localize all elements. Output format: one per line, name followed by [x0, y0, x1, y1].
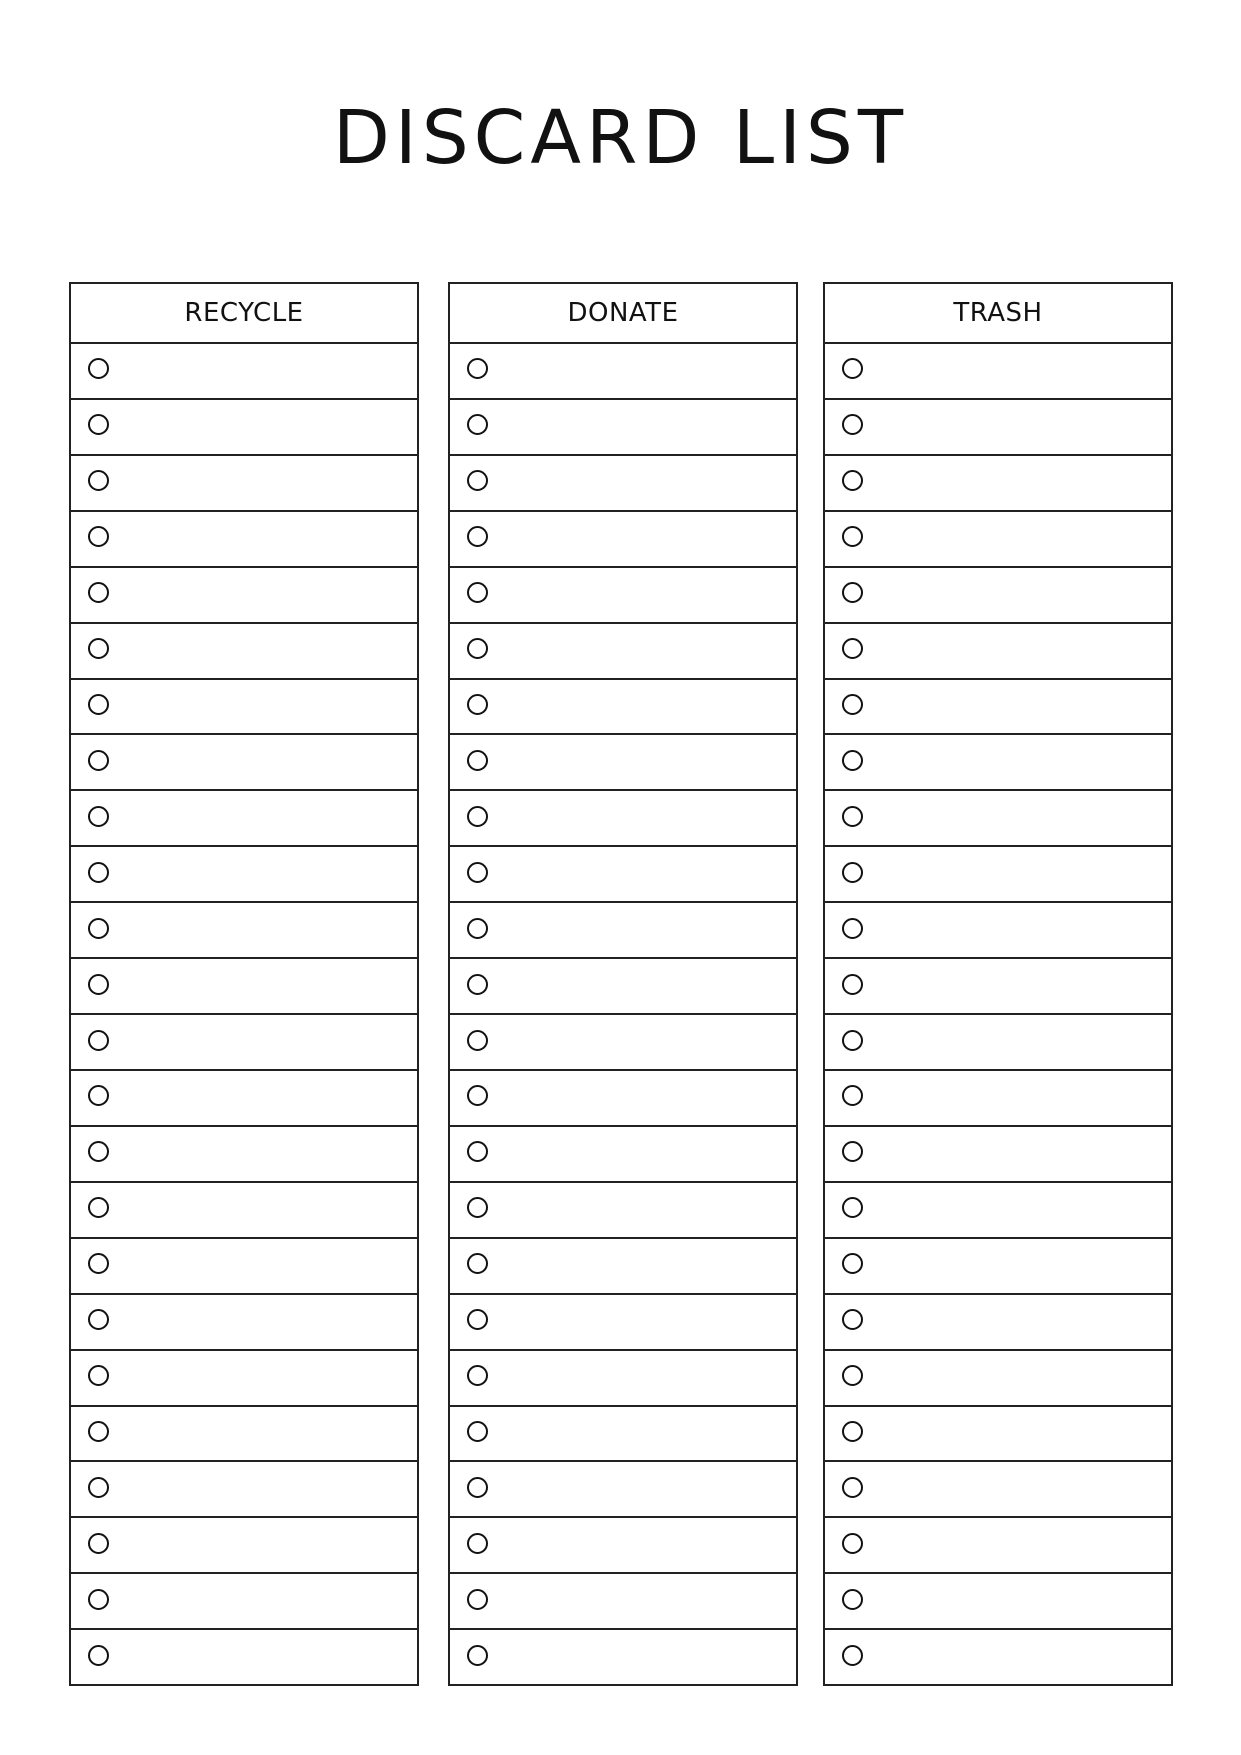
list-item[interactable]: [450, 735, 796, 791]
list-item[interactable]: [450, 1351, 796, 1407]
list-item[interactable]: [825, 344, 1171, 400]
list-item[interactable]: [825, 456, 1171, 512]
circle-checkbox-icon[interactable]: [842, 1533, 863, 1554]
circle-checkbox-icon[interactable]: [467, 1477, 488, 1498]
list-item[interactable]: [450, 512, 796, 568]
list-item[interactable]: [825, 847, 1171, 903]
circle-checkbox-icon[interactable]: [88, 1085, 109, 1106]
list-item[interactable]: [450, 1015, 796, 1071]
column-header-trash: TRASH: [825, 284, 1171, 344]
circle-checkbox-icon[interactable]: [467, 470, 488, 491]
circle-checkbox-icon[interactable]: [467, 1533, 488, 1554]
list-item[interactable]: [825, 1183, 1171, 1239]
circle-checkbox-icon[interactable]: [88, 1309, 109, 1330]
list-item[interactable]: [450, 1518, 796, 1574]
list-item[interactable]: [71, 680, 417, 736]
list-item[interactable]: [450, 1295, 796, 1351]
list-item[interactable]: [825, 1351, 1171, 1407]
circle-checkbox-icon[interactable]: [842, 750, 863, 771]
circle-checkbox-icon[interactable]: [467, 862, 488, 883]
circle-checkbox-icon[interactable]: [88, 1030, 109, 1051]
circle-checkbox-icon[interactable]: [467, 694, 488, 715]
column-header-recycle: RECYCLE: [71, 284, 417, 344]
circle-checkbox-icon[interactable]: [467, 358, 488, 379]
list-item[interactable]: [71, 1127, 417, 1183]
circle-checkbox-icon[interactable]: [467, 1197, 488, 1218]
list-item[interactable]: [71, 735, 417, 791]
list-item[interactable]: [71, 400, 417, 456]
list-item[interactable]: [825, 1630, 1171, 1684]
circle-checkbox-icon[interactable]: [88, 414, 109, 435]
circle-checkbox-icon[interactable]: [467, 806, 488, 827]
list-item[interactable]: [71, 456, 417, 512]
circle-checkbox-icon[interactable]: [842, 1030, 863, 1051]
trash-rows: [825, 344, 1171, 1684]
list-item[interactable]: [825, 903, 1171, 959]
circle-checkbox-icon[interactable]: [842, 1421, 863, 1442]
circle-checkbox-icon[interactable]: [842, 1253, 863, 1274]
circle-checkbox-icon[interactable]: [467, 918, 488, 939]
list-item[interactable]: [71, 568, 417, 624]
list-item[interactable]: [71, 1574, 417, 1630]
circle-checkbox-icon[interactable]: [88, 1589, 109, 1610]
list-item[interactable]: [825, 1574, 1171, 1630]
list-item[interactable]: [71, 903, 417, 959]
list-item[interactable]: [71, 1518, 417, 1574]
circle-checkbox-icon[interactable]: [842, 526, 863, 547]
list-item[interactable]: [71, 1407, 417, 1463]
circle-checkbox-icon[interactable]: [467, 1085, 488, 1106]
list-item[interactable]: [450, 680, 796, 736]
list-item[interactable]: [825, 735, 1171, 791]
list-item[interactable]: [450, 1462, 796, 1518]
circle-checkbox-icon[interactable]: [467, 974, 488, 995]
circle-checkbox-icon[interactable]: [842, 358, 863, 379]
circle-checkbox-icon[interactable]: [88, 1645, 109, 1666]
list-item[interactable]: [71, 1071, 417, 1127]
circle-checkbox-icon[interactable]: [842, 1309, 863, 1330]
circle-checkbox-icon[interactable]: [467, 1421, 488, 1442]
list-item[interactable]: [825, 791, 1171, 847]
circle-checkbox-icon[interactable]: [467, 1253, 488, 1274]
circle-checkbox-icon[interactable]: [88, 750, 109, 771]
circle-checkbox-icon[interactable]: [842, 638, 863, 659]
circle-checkbox-icon[interactable]: [842, 1197, 863, 1218]
circle-checkbox-icon[interactable]: [842, 582, 863, 603]
circle-checkbox-icon[interactable]: [88, 582, 109, 603]
circle-checkbox-icon[interactable]: [88, 1533, 109, 1554]
circle-checkbox-icon[interactable]: [88, 1141, 109, 1162]
circle-checkbox-icon[interactable]: [842, 918, 863, 939]
list-item[interactable]: [71, 791, 417, 847]
list-item[interactable]: [450, 1071, 796, 1127]
recycle-column: [69, 282, 419, 1686]
circle-checkbox-icon[interactable]: [88, 694, 109, 715]
circle-checkbox-icon[interactable]: [88, 526, 109, 547]
circle-checkbox-icon[interactable]: [88, 1253, 109, 1274]
list-item[interactable]: [71, 847, 417, 903]
circle-checkbox-icon[interactable]: [842, 862, 863, 883]
circle-checkbox-icon[interactable]: [467, 582, 488, 603]
list-item[interactable]: [825, 1127, 1171, 1183]
list-item[interactable]: [450, 624, 796, 680]
list-item[interactable]: [71, 959, 417, 1015]
circle-checkbox-icon[interactable]: [842, 1589, 863, 1610]
list-item[interactable]: [450, 1407, 796, 1463]
list-item[interactable]: [825, 1462, 1171, 1518]
circle-checkbox-icon[interactable]: [842, 1477, 863, 1498]
list-item[interactable]: [71, 1295, 417, 1351]
list-item[interactable]: [450, 791, 796, 847]
circle-checkbox-icon[interactable]: [467, 1141, 488, 1162]
list-item[interactable]: [825, 1015, 1171, 1071]
circle-checkbox-icon[interactable]: [467, 1365, 488, 1386]
list-item[interactable]: [71, 1183, 417, 1239]
page-title: DISCARD LIST: [332, 95, 909, 181]
circle-checkbox-icon[interactable]: [88, 862, 109, 883]
list-item[interactable]: [825, 1071, 1171, 1127]
circle-checkbox-icon[interactable]: [467, 414, 488, 435]
circle-checkbox-icon[interactable]: [88, 470, 109, 491]
list-item[interactable]: [450, 1239, 796, 1295]
circle-checkbox-icon[interactable]: [88, 358, 109, 379]
list-item[interactable]: [450, 959, 796, 1015]
list-item[interactable]: [825, 1407, 1171, 1463]
circle-checkbox-icon[interactable]: [467, 750, 488, 771]
list-item[interactable]: [71, 624, 417, 680]
list-item[interactable]: [71, 1015, 417, 1071]
circle-checkbox-icon[interactable]: [88, 638, 109, 659]
list-item[interactable]: [450, 1127, 796, 1183]
circle-checkbox-icon[interactable]: [88, 806, 109, 827]
list-item[interactable]: [825, 959, 1171, 1015]
list-item[interactable]: [825, 568, 1171, 624]
list-item[interactable]: [71, 512, 417, 568]
list-item[interactable]: [825, 1239, 1171, 1295]
list-item[interactable]: [71, 1239, 417, 1295]
list-item[interactable]: [450, 1183, 796, 1239]
circle-checkbox-icon[interactable]: [88, 1197, 109, 1218]
circle-checkbox-icon[interactable]: [842, 1141, 863, 1162]
list-item[interactable]: [825, 400, 1171, 456]
donate-column: [448, 282, 798, 1686]
circle-checkbox-icon[interactable]: [88, 1421, 109, 1442]
circle-checkbox-icon[interactable]: [842, 1365, 863, 1386]
list-item[interactable]: [450, 344, 796, 400]
list-item[interactable]: [450, 847, 796, 903]
circle-checkbox-icon[interactable]: [842, 470, 863, 491]
circle-checkbox-icon[interactable]: [88, 974, 109, 995]
circle-checkbox-icon[interactable]: [467, 1309, 488, 1330]
circle-checkbox-icon[interactable]: [88, 1365, 109, 1386]
circle-checkbox-icon[interactable]: [467, 638, 488, 659]
trash-column: [823, 282, 1173, 1686]
list-item[interactable]: [825, 512, 1171, 568]
list-item[interactable]: [825, 1295, 1171, 1351]
circle-checkbox-icon[interactable]: [842, 806, 863, 827]
donate-rows: [450, 344, 796, 1684]
circle-checkbox-icon[interactable]: [88, 1477, 109, 1498]
list-item[interactable]: [450, 400, 796, 456]
list-item[interactable]: [825, 1518, 1171, 1574]
list-item[interactable]: [825, 680, 1171, 736]
list-item[interactable]: [71, 344, 417, 400]
list-item[interactable]: [450, 1574, 796, 1630]
circle-checkbox-icon[interactable]: [842, 1645, 863, 1666]
circle-checkbox-icon[interactable]: [88, 918, 109, 939]
circle-checkbox-icon[interactable]: [467, 1030, 488, 1051]
circle-checkbox-icon[interactable]: [842, 974, 863, 995]
list-item[interactable]: [71, 1630, 417, 1684]
list-item[interactable]: [450, 568, 796, 624]
list-item[interactable]: [71, 1462, 417, 1518]
list-item[interactable]: [450, 903, 796, 959]
list-item[interactable]: [450, 1630, 796, 1684]
list-item[interactable]: [825, 624, 1171, 680]
circle-checkbox-icon[interactable]: [467, 1645, 488, 1666]
list-item[interactable]: [71, 1351, 417, 1407]
circle-checkbox-icon[interactable]: [842, 1085, 863, 1106]
recycle-rows: [71, 344, 417, 1684]
column-header-donate: DONATE: [450, 284, 796, 344]
circle-checkbox-icon[interactable]: [467, 526, 488, 547]
circle-checkbox-icon[interactable]: [842, 694, 863, 715]
list-item[interactable]: [450, 456, 796, 512]
circle-checkbox-icon[interactable]: [467, 1589, 488, 1610]
circle-checkbox-icon[interactable]: [842, 414, 863, 435]
